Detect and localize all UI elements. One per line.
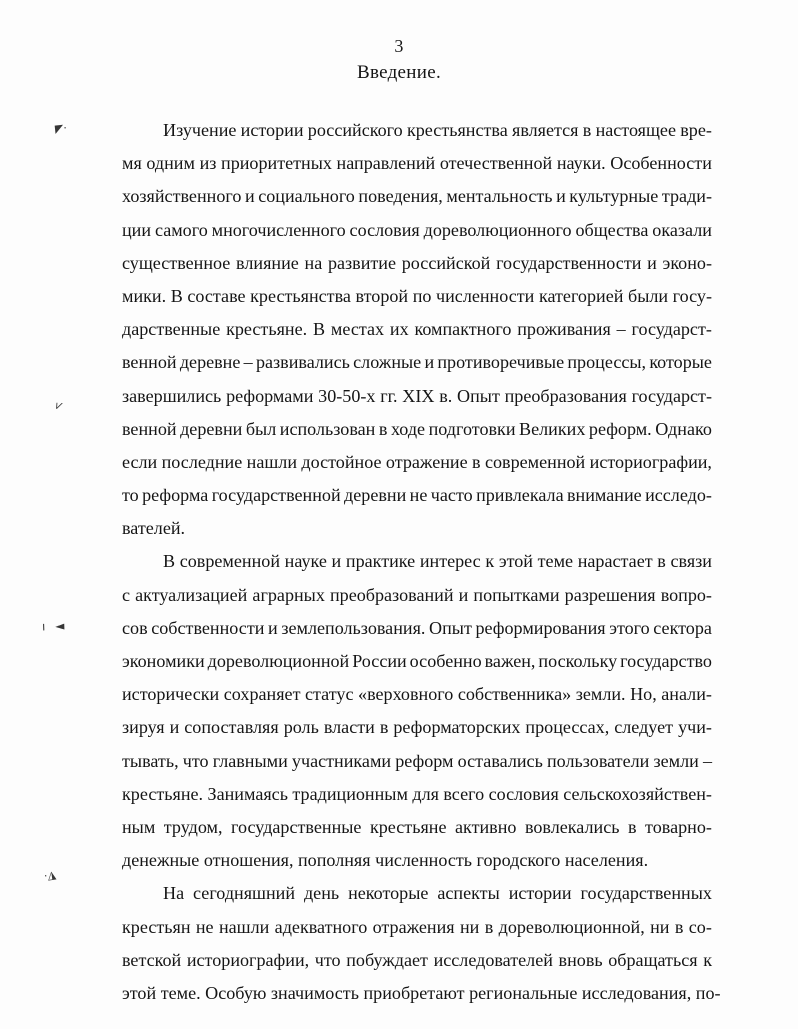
- text-line: мя одним из приоритетных направлений отечественной науки. Особенности: [122, 153, 712, 174]
- text-line: крестьяне. Занимаясь традиционным для всего сословия сельскохозяйствен-: [122, 783, 712, 804]
- scan-speck-3-icon: ı ◄: [41, 618, 68, 634]
- text-line: мики. В составе крестьянства второй по численности категорией были госу-: [122, 285, 712, 306]
- text-line: ции самого многочисленного сословия дореволюционного общества оказали: [122, 219, 712, 240]
- text-line: ветской историографии, что побуждает исследователей вновь обращаться к: [122, 949, 712, 970]
- text-line: ным трудом, государственные крестьяне активно вовлекались в товарно-: [122, 816, 712, 837]
- text-line: завершились реформами 30-50-х гг. XIX в. Опыт преобразования государст-: [122, 385, 712, 406]
- text-line: то реформа государственной деревни не часто привлекала внимание исследо-: [122, 485, 712, 506]
- text-line: сов собственности и землепользования. Опыт реформирования этого сектора: [122, 617, 712, 638]
- page-number: 3: [394, 36, 404, 56]
- text-line: существенное влияние на развитие российской государственности и эконо-: [122, 252, 712, 273]
- text-line: тывать, что главными участниками реформ оставались пользователи земли –: [122, 750, 712, 771]
- text-line: вателей.: [122, 518, 186, 539]
- text-line: если последние нашли достойное отражение в современной историографии,: [122, 451, 712, 472]
- text-line: с актуализацией аграрных преобразований и попытками разрешения вопро-: [122, 584, 712, 605]
- text-line: На сегодняшний день некоторые аспекты истории государственных: [163, 883, 712, 904]
- scan-speck-4-icon: ·◮: [43, 868, 57, 883]
- text-line: зируя и сопоставляя роль власти в реформаторских процессах, следует учи-: [122, 717, 712, 738]
- text-line: венной деревне – развивались сложные и противоречивые процессы, которые: [122, 352, 712, 373]
- text-line: денежные отношения, пополняя численность городского населения.: [122, 850, 649, 871]
- text-line: этой теме. Особую значимость приобретают региональные исследования, по-: [122, 982, 721, 1003]
- text-line: крестьян не нашли адекватного отражения ни в дореволюционной, ни в со-: [122, 916, 712, 937]
- text-line: дарственные крестьяне. В местах их компактного проживания – государст-: [122, 319, 712, 340]
- text-line: Изучение истории российского крестьянства является в настоящее вре-: [163, 120, 712, 140]
- text-line: исторически сохраняет статус «верховного собственника» земли. Но, анали-: [122, 684, 712, 705]
- text-line: экономики дореволюционной России особенно важен, поскольку государство: [122, 651, 712, 671]
- page-title: Введение.: [356, 62, 442, 83]
- text-line: В современной науке и практике интерес к этой теме нарастает в связи: [163, 551, 712, 572]
- text-line: хозяйственного и социального поведения, ментальность и культурные тради-: [122, 186, 712, 207]
- body-text: [122, 114, 721, 1010]
- paragraph-3: [122, 877, 721, 1010]
- text-line: венной деревни был использован в ходе подготовки Великих реформ. Однако: [122, 418, 712, 439]
- scan-speck-1-icon: ◤·: [54, 121, 68, 136]
- scan-speck-2-icon: ⩗: [55, 397, 64, 413]
- paragraph-2: [122, 545, 712, 877]
- paragraph-1: [122, 114, 712, 545]
